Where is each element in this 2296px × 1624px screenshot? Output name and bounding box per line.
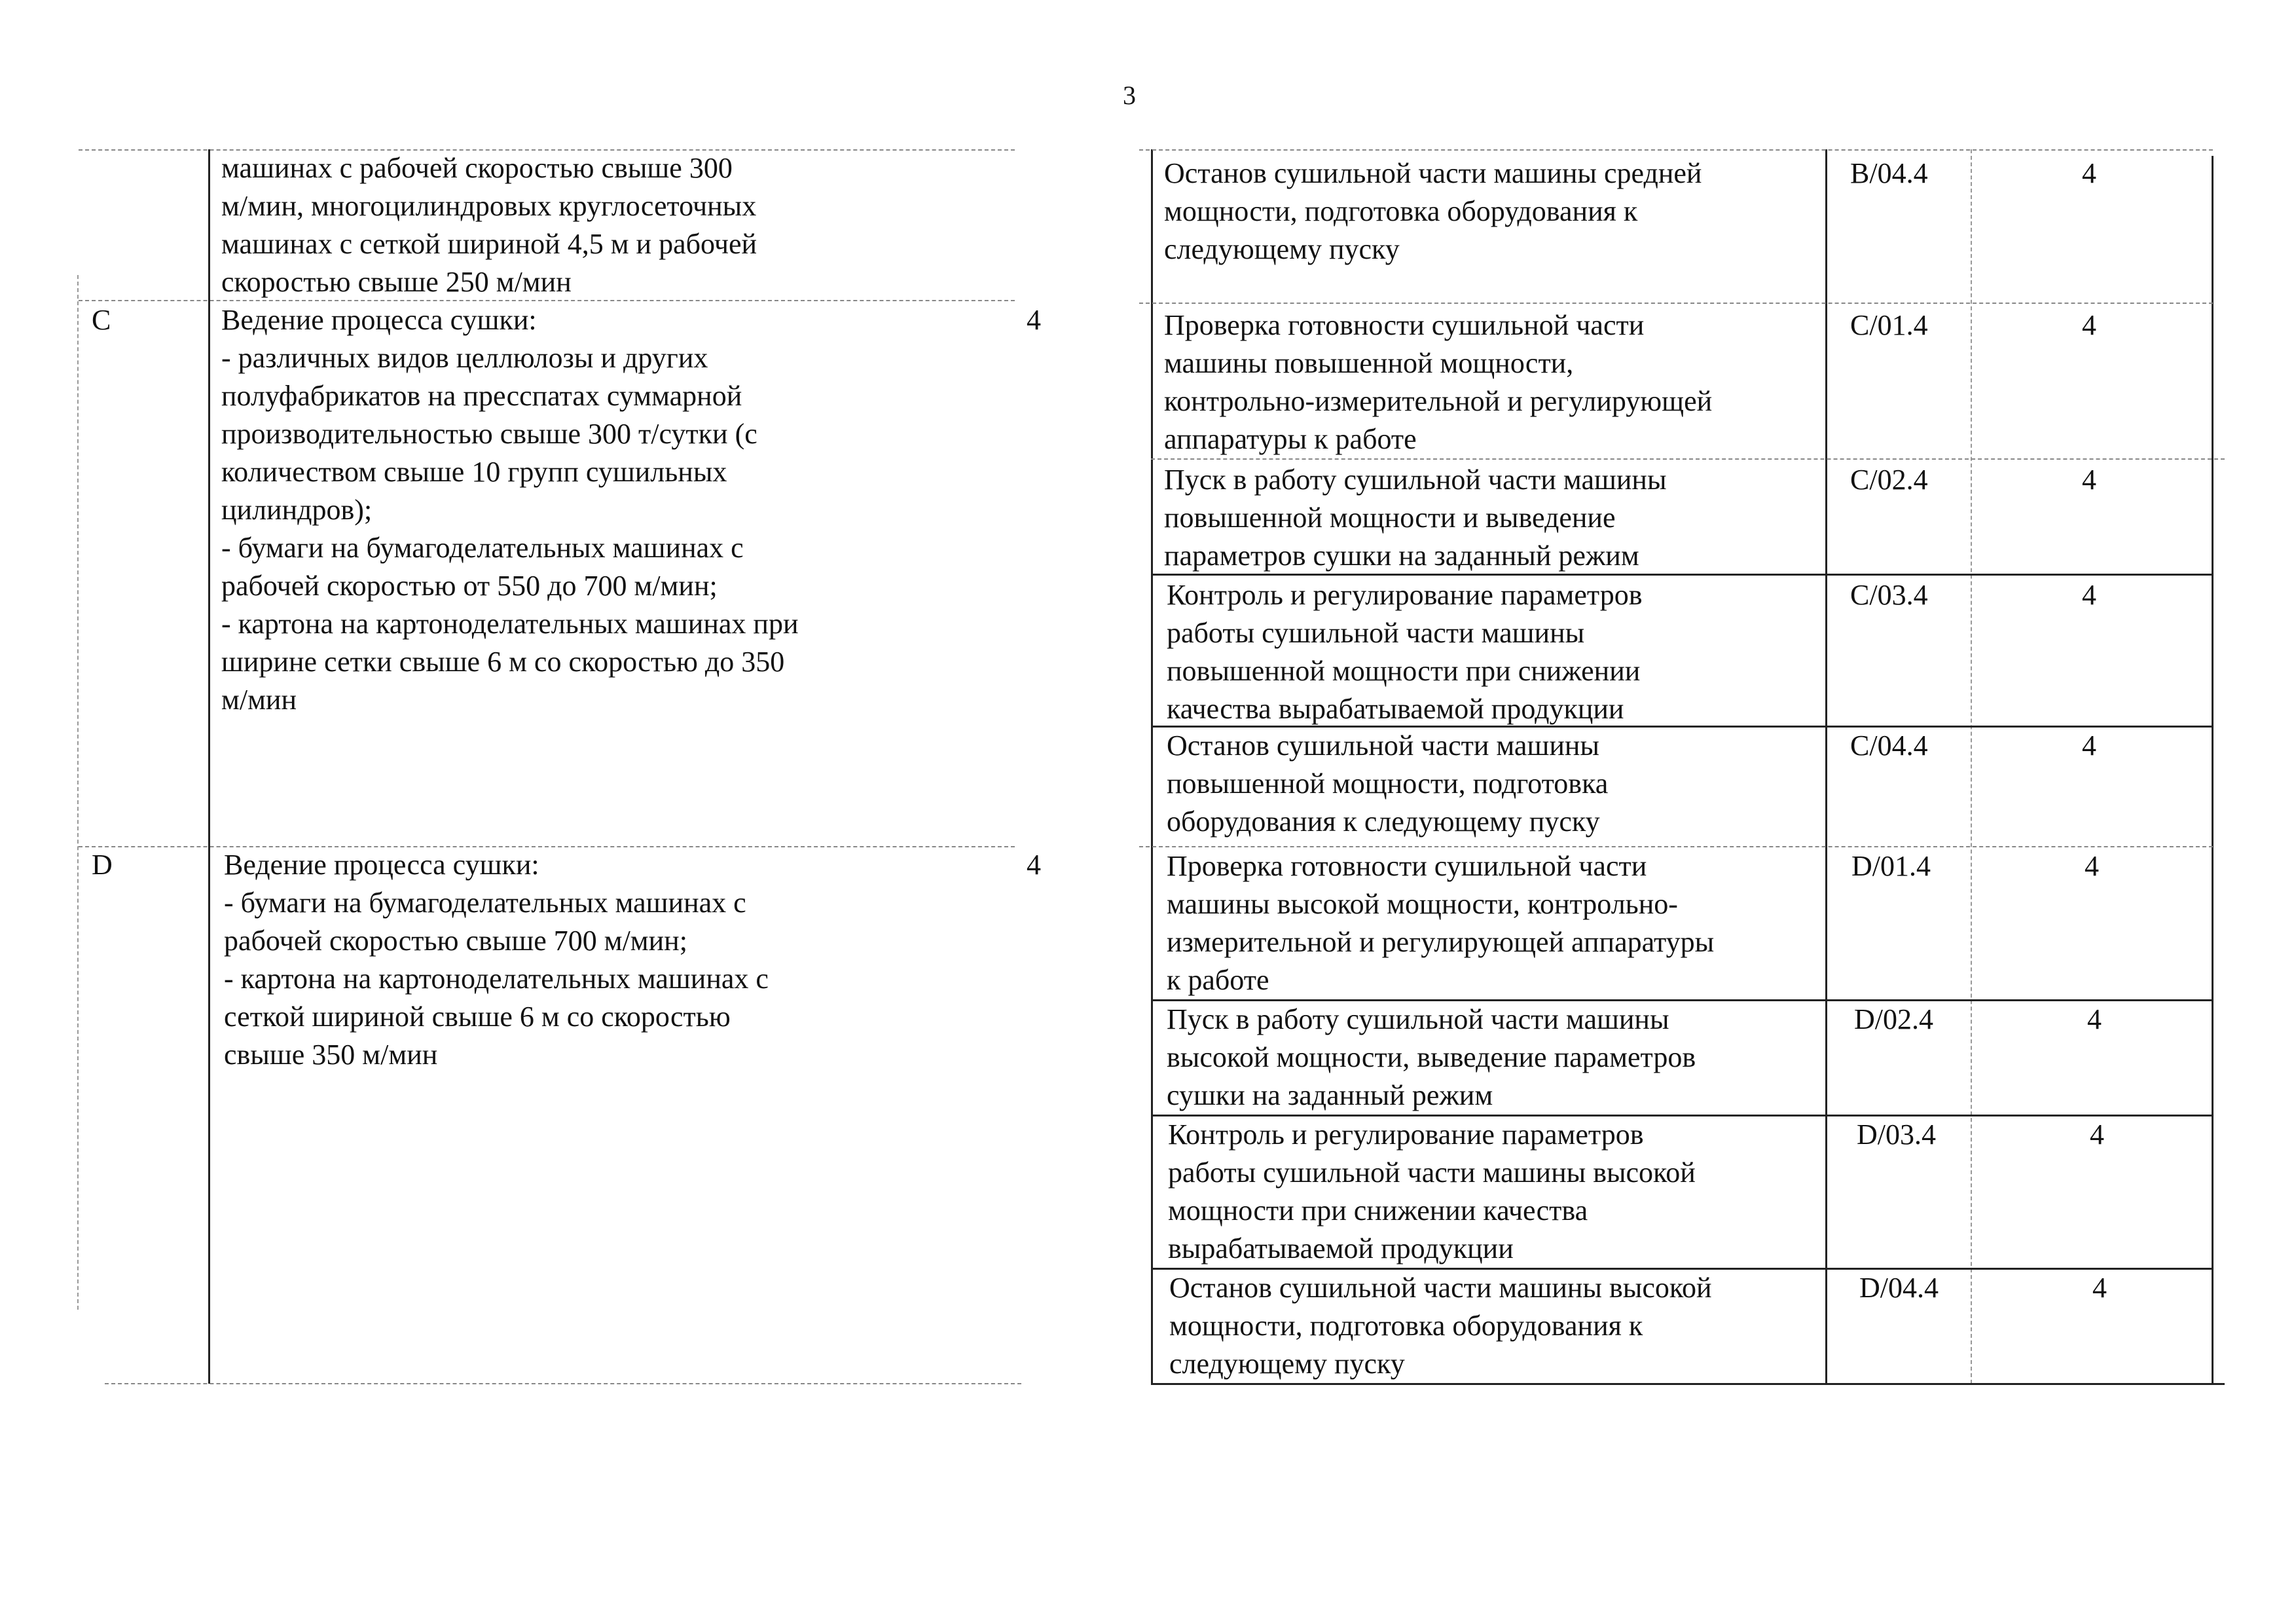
row-c-description: Ведение процесса сушки: - различных видов целлюлозы и других полуфабрикатов на пресспатах суммарной производительностью свыше 300 т/сутки (с количеством свыше 10 групп сушильных цилиндров); - бумаги на бумагоделательных машинах с рабочей скоростью от 550 до 700 м/мин; - картона на картоноделательных машинах при ширине сетки свыше 6 м со скоростью до 350 м/мин [221,304,799,716]
row-b-description-continuation: машинах с рабочей скоростью свыше 300 м/мин, многоцилиндровых круглосеточных машинах с сеткой шириной 4,5 м и рабочей скоростью свыше 250 м/мин [221,152,757,298]
page-number: 3 [1123,81,1136,110]
labour-function-d03-level: 4 [2090,1118,2104,1151]
left-table-column-divider [208,149,210,1384]
row-c-level: 4 [1027,304,1041,336]
labour-function-c04-name: Останов сушильной части машины повышенной мощности, подготовка оборудования к следующему пуску [1167,729,1609,838]
labour-function-c03-code: C/03.4 [1850,579,1928,611]
labour-function-d04-code: D/04.4 [1859,1272,1939,1304]
labour-function-d04-level: 4 [2092,1272,2107,1304]
labour-function-c02-level: 4 [2082,464,2096,496]
left-table-outer-border [77,275,79,1310]
labour-function-b04-name: Останов сушильной части машины средней мощности, подготовка оборудования к следующему пуску [1164,157,1702,265]
row-d-code: D [92,849,113,881]
labour-function-d04-name: Останов сушильной части машины высокой мощности, подготовка оборудования к следующему пуску [1169,1272,1712,1380]
row-d-level: 4 [1027,849,1041,881]
labour-function-d02-code: D/02.4 [1854,1003,1933,1035]
labour-function-c01-name: Проверка готовности сушильной части машины повышенной мощности, контрольно-измерительной и регулирующей аппаратуры к работе [1164,309,1713,455]
labour-function-c04-level: 4 [2082,729,2096,762]
right-table-top-border [1139,149,2213,151]
labour-function-d03-code: D/03.4 [1857,1118,1936,1151]
row-c-code: C [92,304,111,336]
right-table-right-border [2212,156,2214,1384]
labour-function-d01-name: Проверка готовности сушильной части машины высокой мощности, контрольно- измерительной и регулирующей аппаратуры к работе [1167,850,1715,996]
right-row-divider-1 [1139,303,2213,304]
labour-function-d01-code: D/01.4 [1851,850,1931,882]
labour-function-c02-name: Пуск в работу сушильной части машины повышенной мощности и выведение параметров сушки на заданный режим [1164,464,1667,572]
labour-function-c04-code: C/04.4 [1850,729,1928,762]
labour-function-c03-level: 4 [2082,579,2096,611]
labour-function-d03-name: Контроль и регулирование параметров работы сушильной части машины высокой мощности при снижении качества вырабатываемой продукции [1168,1118,1696,1264]
labour-function-d02-level: 4 [2087,1003,2102,1035]
right-table-left-border [1151,149,1153,1384]
labour-function-c02-code: C/02.4 [1850,464,1928,496]
right-table-level-divider [1971,149,1972,1384]
labour-function-c03-name: Контроль и регулирование параметров работы сушильной части машины повышенной мощности при снижении качества вырабатываемой продукции [1167,579,1643,725]
left-table-bottom-border [105,1383,1021,1384]
right-table-bottom-border [1151,1383,2225,1385]
labour-function-b04-code: B/04.4 [1850,157,1928,189]
right-table-code-divider [1825,149,1827,1384]
labour-function-d02-name: Пуск в работу сушильной части машины высокой мощности, выведение параметров сушки на заданный режим [1167,1003,1696,1111]
labour-function-c01-code: C/01.4 [1850,309,1928,341]
row-d-description: Ведение процесса сушки: - бумаги на бумагоделательных машинах с рабочей скоростью свыше 700 м/мин; - картона на картоноделательных машинах с сеткой шириной свыше 6 м со скоростью свыше 350 м/мин [224,849,769,1071]
labour-function-c01-level: 4 [2082,309,2096,341]
labour-function-b04-level: 4 [2082,157,2096,189]
right-row-divider-2 [1151,458,2225,460]
labour-function-d01-level: 4 [2085,850,2099,882]
